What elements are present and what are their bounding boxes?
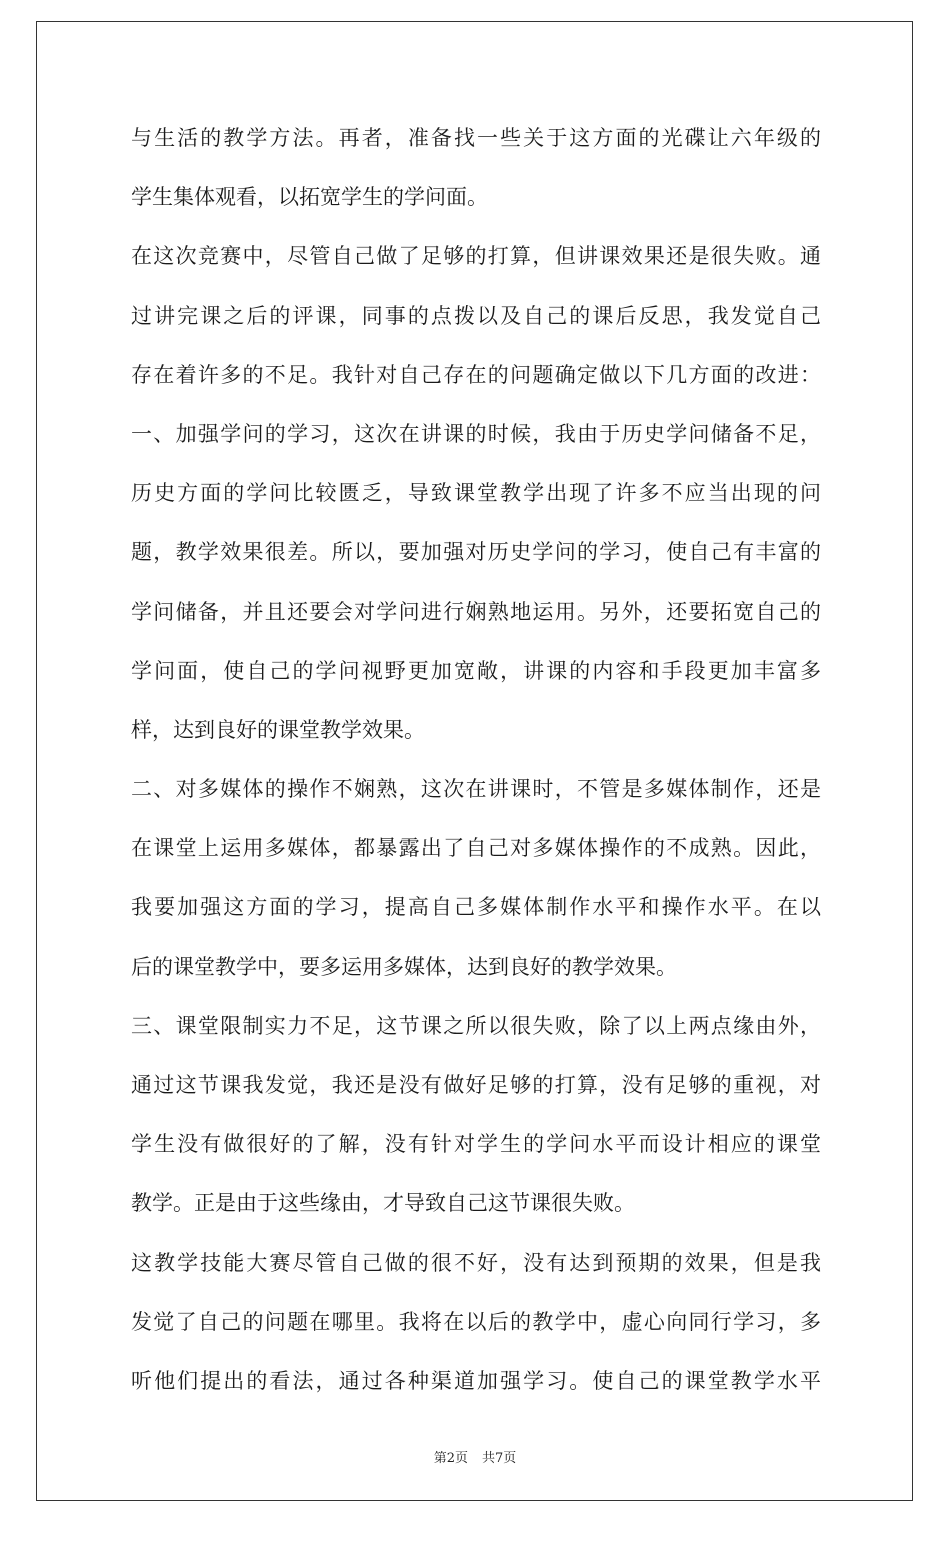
text-line: 后的课堂教学中，要多运用多媒体，达到良好的教学效果。 <box>131 954 677 979</box>
text-line: 学生没有做很好的了解，没有针对学生的学问水平而设计相应的课堂 <box>131 1132 821 1157</box>
text-line: 在这次竞赛中，尽管自己做了足够的打算，但讲课效果还是很失败。通 <box>131 244 821 269</box>
text-line: 通过这节课我发觉，我还是没有做好足够的打算，没有足够的重视，对 <box>131 1073 821 1097</box>
page-total: 共7页 <box>482 1451 517 1466</box>
text-line: 存在着许多的不足。我针对自己存在的问题确定做以下几方面的改进： <box>131 362 821 387</box>
text-line: 这教学技能大赛尽管自己做的很不好，没有达到预期的效果，但是我 <box>131 1250 821 1275</box>
text-line: 在课堂上运用多媒体，都暴露出了自己对多媒体操作的不成熟。因此， <box>131 836 821 861</box>
page-number: 第2页 <box>433 1451 468 1466</box>
text-line: 发觉了自己的问题在哪里。我将在以后的教学中，虚心向同行学习，多 <box>131 1309 821 1334</box>
document-body <box>131 109 821 1411</box>
text-line: 二、对多媒体的操作不娴熟，这次在讲课时，不管是多媒体制作，还是 <box>131 777 821 802</box>
text-line: 教学。正是由于这些缘由，才导致自己这节课很失败。 <box>131 1191 635 1216</box>
text-line: 学生集体观看，以拓宽学生的学问面。 <box>131 185 488 210</box>
text-line: 历史方面的学问比较匮乏，导致课堂教学出现了许多不应当出现的问 <box>131 481 821 506</box>
text-line: 三、课堂限制实力不足，这节课之所以很失败，除了以上两点缘由外， <box>131 1013 821 1038</box>
text-line: 学问面，使自己的学问视野更加宽敞，讲课的内容和手段更加丰富多 <box>131 658 821 683</box>
text-line: 样，达到良好的课堂教学效果。 <box>131 717 425 742</box>
text-line: 与生活的教学方法。再者，准备找一些关于这方面的光碟让六年级的 <box>131 126 821 150</box>
text-line: 题，教学效果很差。所以，要加强对历史学问的学习，使自己有丰富的 <box>131 540 821 565</box>
text-line: 学问储备，并且还要会对学问进行娴熟地运用。另外，还要拓宽自己的 <box>131 599 821 624</box>
text-line: 过讲完课之后的评课，同事的点拨以及自己的课后反思，我发觉自己 <box>131 303 821 328</box>
page-footer <box>0 1447 950 1466</box>
text-line: 我要加强这方面的学习，提高自己多媒体制作水平和操作水平。在以 <box>131 895 821 920</box>
text-line: 一、加强学问的学习，这次在讲课的时候，我由于历史学问储备不足， <box>131 421 821 446</box>
text-line: 听他们提出的看法，通过各种渠道加强学习。使自己的课堂教学水平 <box>131 1368 821 1393</box>
